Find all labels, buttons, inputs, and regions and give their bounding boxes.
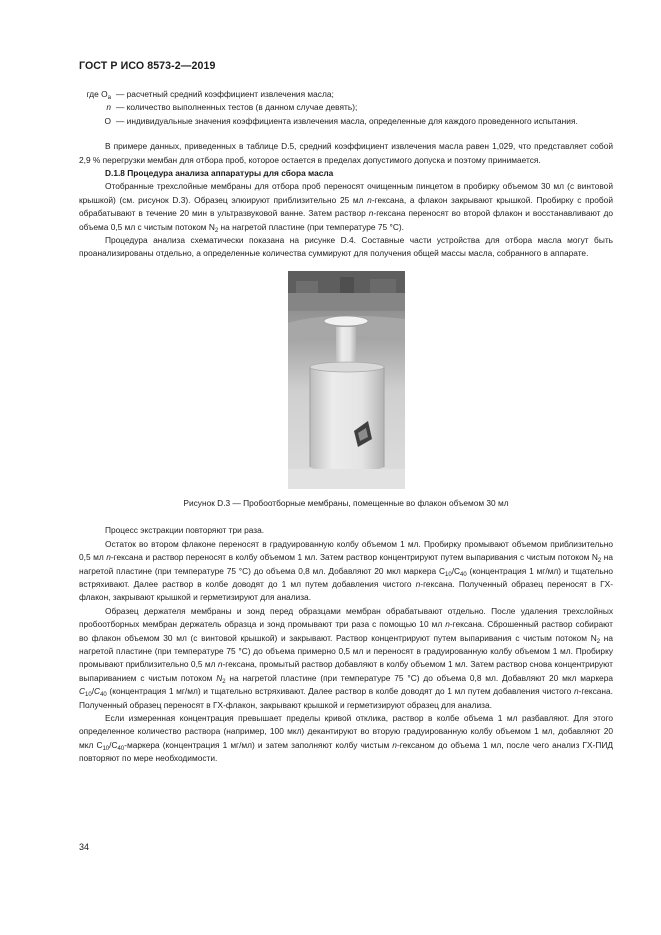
page-number: 34 xyxy=(79,842,90,852)
definition-row xyxy=(79,88,613,101)
document-header: ГОСТ Р ИСО 8573-2—2019 xyxy=(79,60,216,72)
paragraph: Процедура анализа схематически показана на рисунке D.4. Составные части устройства для отбора масла могут быть проанализированы отдельно, а определенные количества суммируют для получения общей массы масла, собранного в аппарате. xyxy=(79,235,613,259)
paragraph: Отобранные трехслойные мембраны для отбора проб переносят очищенным пинцетом в пробирку объемом 30 мл (с винтовой крышкой) (см. рисунок D.3). Образец элюируют приблизительно 25 мл n-гексана, а флакон закрывают крышкой. Пробирку с пробой обрабатывают в течение 20 мин в ультразвуковой ванне. Затем раствор n-гексана переносят во второй флакон и восстанавливают до объема 0,5 мл с чистым потоком $N_2$ на нагретой пластине (при температуре 75 °С). xyxy=(79,181,613,234)
figure-photo xyxy=(288,271,405,489)
definition-key: где $O_a$ xyxy=(86,89,111,101)
paragraph: В примере данных, приведенных в таблице D.5, средний коэффициент извлечения масла равен 1,029, что представляет собой 2,9 % перегрузки мембан для отбора проб, которое остается в пределах допустимого допуска и поэтому принимается. xyxy=(79,141,613,165)
paragraph: Если измеренная концентрация превышает пределы кривой отклика, раствор в колбе объема 1 мл разбавляют. Для этого определенное количество раствора (например, 100 мкл) декантируют во вторую градуированную колбу объемом 1 мл, добавляют 20 мкл $C_{10}/C_{40}$-маркера (концентрация 1 мг/мл) и затем заполняют колбу чистым n-гексаном до объема 1 мл, после чего анализ ГХ-ПИД повторяют по мере необходимости. xyxy=(79,712,613,764)
definition-text: — расчетный средний коэффициент извлечения масла; xyxy=(116,89,334,99)
definition-text: — индивидуальные значения коэффициента извлечения масла, определенные для каждого проведенного испытания. xyxy=(116,115,578,126)
definition-key: O xyxy=(104,115,111,126)
paragraph: Остаток во втором флаконе переносят в градуированную колбу объемом 1 мл. Пробирку промывают объемом приблизительно 0,5 мл n-гексана и раствор переносят в колбу объемом 1 мл. Затем раствор концентрируют путем выпаривания с чистым потоком $N_2$ на нагретой пластине (при температуре 75 °С) до объема 0,8 мл. Добавляют 20 мкл маркера $C_{10}/C_{40}$ (концентрация 1 мг/мл) и тщательно встряхивают. Далее раствор в колбе доводят до 1 мл путем добавления чистого n-гексана. Полученный образец переносят в ГХ-флакон, закрывают крышкой и герметизируют для анализа. xyxy=(79,538,613,603)
paragraph: Образец держателя мембраны и зонд перед образцами мембран обрабатывают отдельно. После удаления трехслойных пробоотборных мембран держатель образца и зонд промывают три раза с помощью 10 мл n-гексана. Сброшенный раствор собирают во флакон объемом 30 мл (с винтовой крышкой) и закрывают. Раствор концентрируют путем выпаривания с чистым потоком $N_2$ на нагретой пластине (при температуре 75 °С) до объема примерно 0,5 мл и переносят в градуированную колбу объемом 1 мл. Пробирку промывают приблизительно 0,5 мл n-гексана, промытый раствор добавляют в колбу объемом 1 мл. Затем раствор снова концентрируют выпариванием с чистым потоком $N_2$ на нагретой пластине (при температуре 75 °С) до объема 0,8 мл. Добавляют 20 мкл маркера $C_{10}/C_{40}$ (концентрация 1 мг/мл) и тщательно встряхивают. Далее раствор в колбе доводят до 1 мл путем добавления чистого n-гексана. Полученный образец переносят в ГХ-флакон, закрывают крышкой и герметизируют образец для анализа. xyxy=(79,605,613,710)
document-body xyxy=(79,88,613,766)
definition-row xyxy=(79,115,613,128)
vial-photo-illustration xyxy=(288,271,405,489)
definition-key: n xyxy=(106,102,111,113)
section-heading: D.1.8 Процедура анализа аппаратуры для сбора масла xyxy=(105,168,334,179)
figure-caption: Рисунок D.3 — Пробоотборные мембраны, помещенные во флакон объемом 30 мл xyxy=(183,497,509,508)
paragraph: Процесс экстракции повторяют три раза. xyxy=(105,525,265,536)
definition-text: — количество выполненных тестов (в данном случае девять); xyxy=(116,102,358,113)
definition-row xyxy=(79,101,613,114)
